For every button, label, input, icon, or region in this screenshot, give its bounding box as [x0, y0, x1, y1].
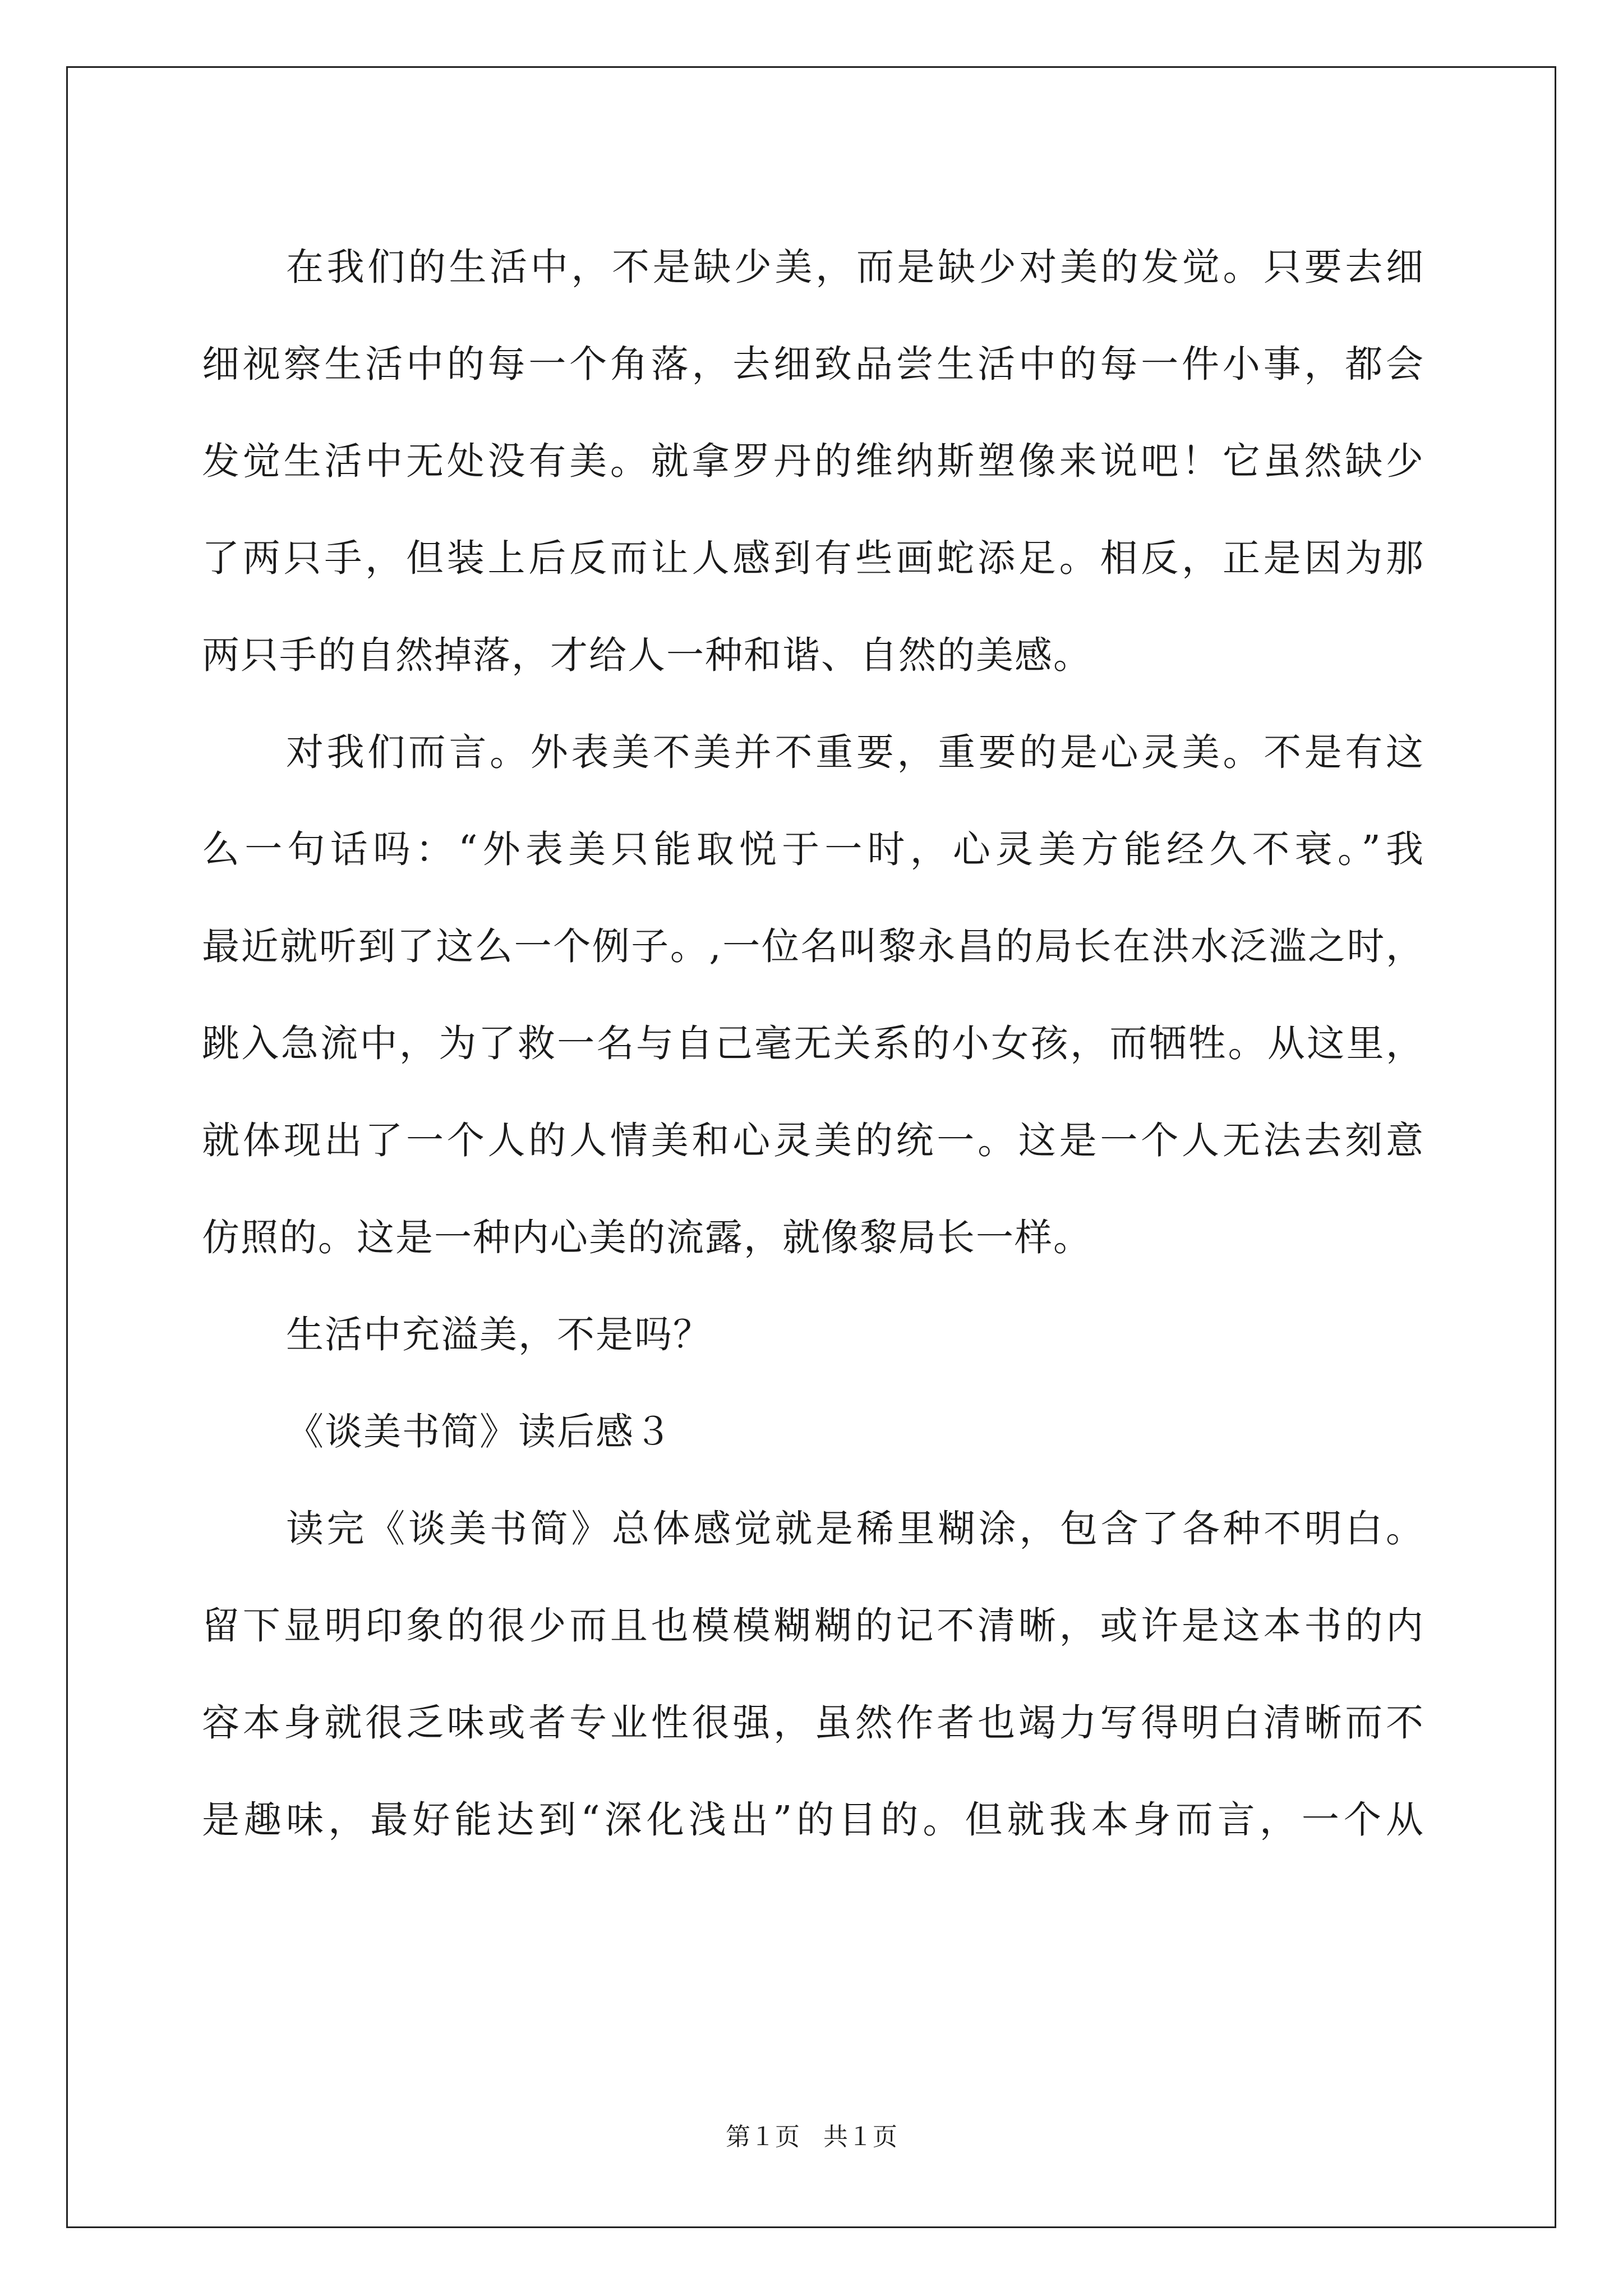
- document-body: [202, 219, 1424, 1869]
- section-title: 《谈美书简》读后感３: [286, 1410, 673, 1453]
- text-line: 发觉生活中无处没有美。就拿罗丹的维纳斯塑像来说吧！它虽然缺少: [202, 439, 1424, 483]
- page-number: 第１页: [726, 2123, 800, 2151]
- text-line: 么一句话吗：“外表美只能取悦于一时，心灵美方能经久不衰。”我: [202, 827, 1424, 871]
- text-line: 就体现出了一个人的人情美和心灵美的统一。这是一个人无法去刻意: [202, 1119, 1424, 1162]
- text-line: 细视察生活中的每一个角落，去细致品尝生活中的每一件小事，都会: [202, 342, 1424, 386]
- page-total: 共１页: [823, 2123, 897, 2151]
- text-line: 读完《谈美书简》总体感觉就是稀里糊涂，包含了各种不明白。: [286, 1507, 1424, 1550]
- text-line: 容本身就很乏味或者专业性很强，虽然作者也竭力写得明白清晰而不: [202, 1701, 1424, 1745]
- text-line: 留下显明印象的很少而且也模模糊糊的记不清晰，或许是这本书的内: [202, 1604, 1424, 1648]
- text-line: 最近就听到了这么一个例子。,一位名叫黎永昌的局长在洪水泛滥之时，: [202, 924, 1424, 968]
- page-footer: [0, 2120, 1623, 2154]
- text-line: 了两只手，但装上后反而让人感到有些画蛇添足。相反，正是因为那: [202, 536, 1424, 580]
- text-line: 在我们的生活中，不是缺少美，而是缺少对美的发觉。只要去细: [286, 245, 1424, 289]
- text-line: 是趣味，最好能达到“深化浅出”的目的。但就我本身而言，一个从: [202, 1798, 1424, 1842]
- text-line: 两只手的自然掉落，才给人一种和谐、自然的美感。: [202, 633, 1092, 677]
- text-line: 对我们而言。外表美不美并不重要，重要的是心灵美。不是有这: [286, 730, 1424, 774]
- text-line: 跳入急流中，为了救一名与自己毫无关系的小女孩，而牺牲。从这里，: [202, 1022, 1424, 1065]
- text-line: 生活中充溢美，不是吗？: [286, 1313, 712, 1356]
- text-line: 仿照的。这是一种内心美的流露，就像黎局长一样。: [202, 1216, 1092, 1259]
